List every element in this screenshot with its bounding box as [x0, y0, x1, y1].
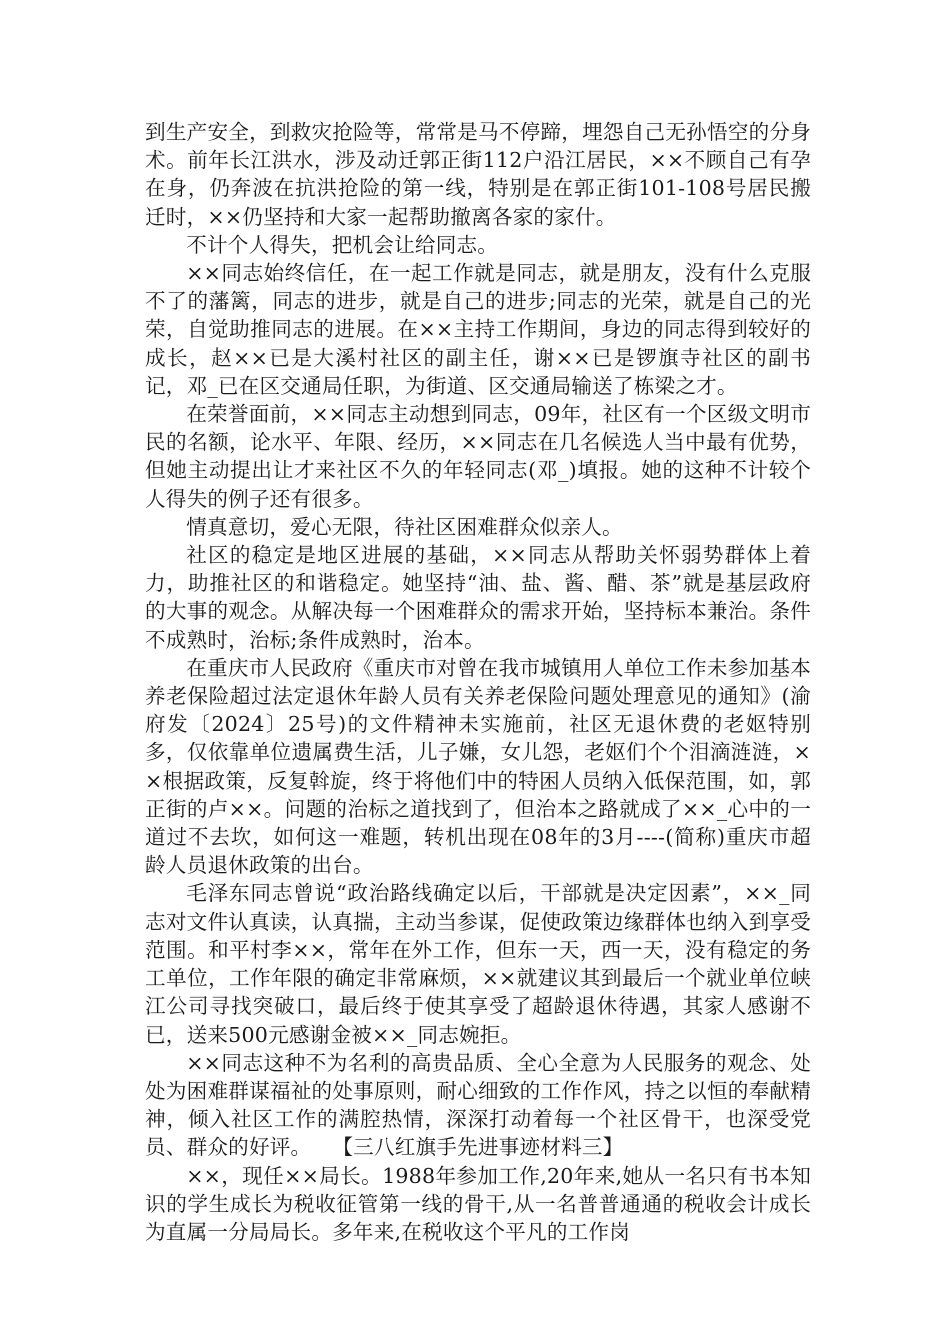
paragraph-5: 情真意切，爱心无限，待社区困难群众似亲人。 — [186, 514, 623, 539]
paragraph-8: 毛泽东同志曾说“政治路线确定以后，干部就是决定因素”，××_同志对文件认真读，认真揣，主动当参谋，促使政策边缘群体也纳入到享受范围。和平村李××，常年在外工作，但东一天，西一天，没有稳定的务工单位，工作年限的确定非常麻烦，××就建议其到最后一个就业单位峡江公司寻找突破口，最后终于使其享受了超龄退休待遇，其家人感谢不已，送来500元感谢金被××_同志婉拒。 — [145, 881, 811, 1047]
paragraph-7: 在重庆市人民政府《重庆市对曾在我市城镇用人单位工作未参加基本养老保险超过法定退休年龄人员有关养老保险问题处理意见的通知》(渝府发〔2024〕25号)的文件精神未实施前，社区无退休费的老妪特别多，仅依靠单位遗属费生活，儿子嫌，女儿怨，老妪们个个泪滴涟涟，××根据政策，反复斡旋，终于将他们中的特困人员纳入低保范围，如，郭正街的卢××。问题的治标之道找到了，但治本之路就成了××_心中的一道过不去坎，如何这一难题，转机出现在08年的3月----(简称)重庆市超龄人员退休政策的出台。 — [145, 655, 811, 878]
paragraph-4: 在荣誉面前，××同志主动想到同志，09年，社区有一个区级文明市民的名额，论水平、年限、经历，××同志在几名候选人当中最有优势，但她主动提出让才来社区不久的年轻同志(邓_)填报。她的这种不计较个人得失的例子还有很多。 — [145, 402, 811, 511]
paragraph-2: 不计个人得失，把机会让给同志。 — [186, 232, 499, 257]
paragraph-1: 到生产安全，到救灾抢险等，常常是马不停蹄，埋怨自己无孙悟空的分身术。前年长江洪水，涉及动迁郭正街112户沿江居民，××不顾自己有孕在身，仍奔波在抗洪抢险的第一线，特别是在郭正街101-108号居民搬迁时，××仍坚持和大家一起帮助撤离各家的家什。 — [145, 120, 811, 229]
paragraph-3: ××同志始终信任，在一起工作就是同志，就是朋友，没有什么克服不了的藩篱，同志的进步，就是自己的进步;同志的光荣，就是自己的光荣，自觉助推同志的进展。在××主持工作期间，身边的同志得到较好的成长，赵××已是大溪村社区的副主任，谢××已是锣旗寺社区的副书记，邓_已在区交通局任职，为街道、区交通局输送了栋梁之才。 — [145, 261, 811, 398]
paragraph-10: ××，现任××局长。1988年参加工作,20年来,她从一名只有书本知识的学生成长为税收征管第一线的骨干,从一名普普通通的税收会计成长为直属一分局局长。多年来,在税收这个平凡的工作岗 — [145, 1163, 811, 1244]
document-body — [145, 118, 811, 1246]
paragraph-6: 社区的稳定是地区进展的基础，××同志从帮助关怀弱势群体上着力，助推社区的和谐稳定。她坚持“油、盐、酱、醋、茶”就是基层政府的大事的观念。从解决每一个困难群众的需求开始，坚持标本兼治。条件不成熟时，治标;条件成熟时，治本。 — [145, 543, 811, 652]
paragraph-9: ××同志这种不为名利的高贵品质、全心全意为人民服务的观念、处处为困难群谋福祉的处事原则，耐心细致的工作作风，持之以恒的奉献精神，倾入社区工作的满腔热情，深深打动着每一个社区骨干，也深受党员、群众的好评。 【三八红旗手先进事迹材料三】 — [145, 1050, 811, 1160]
